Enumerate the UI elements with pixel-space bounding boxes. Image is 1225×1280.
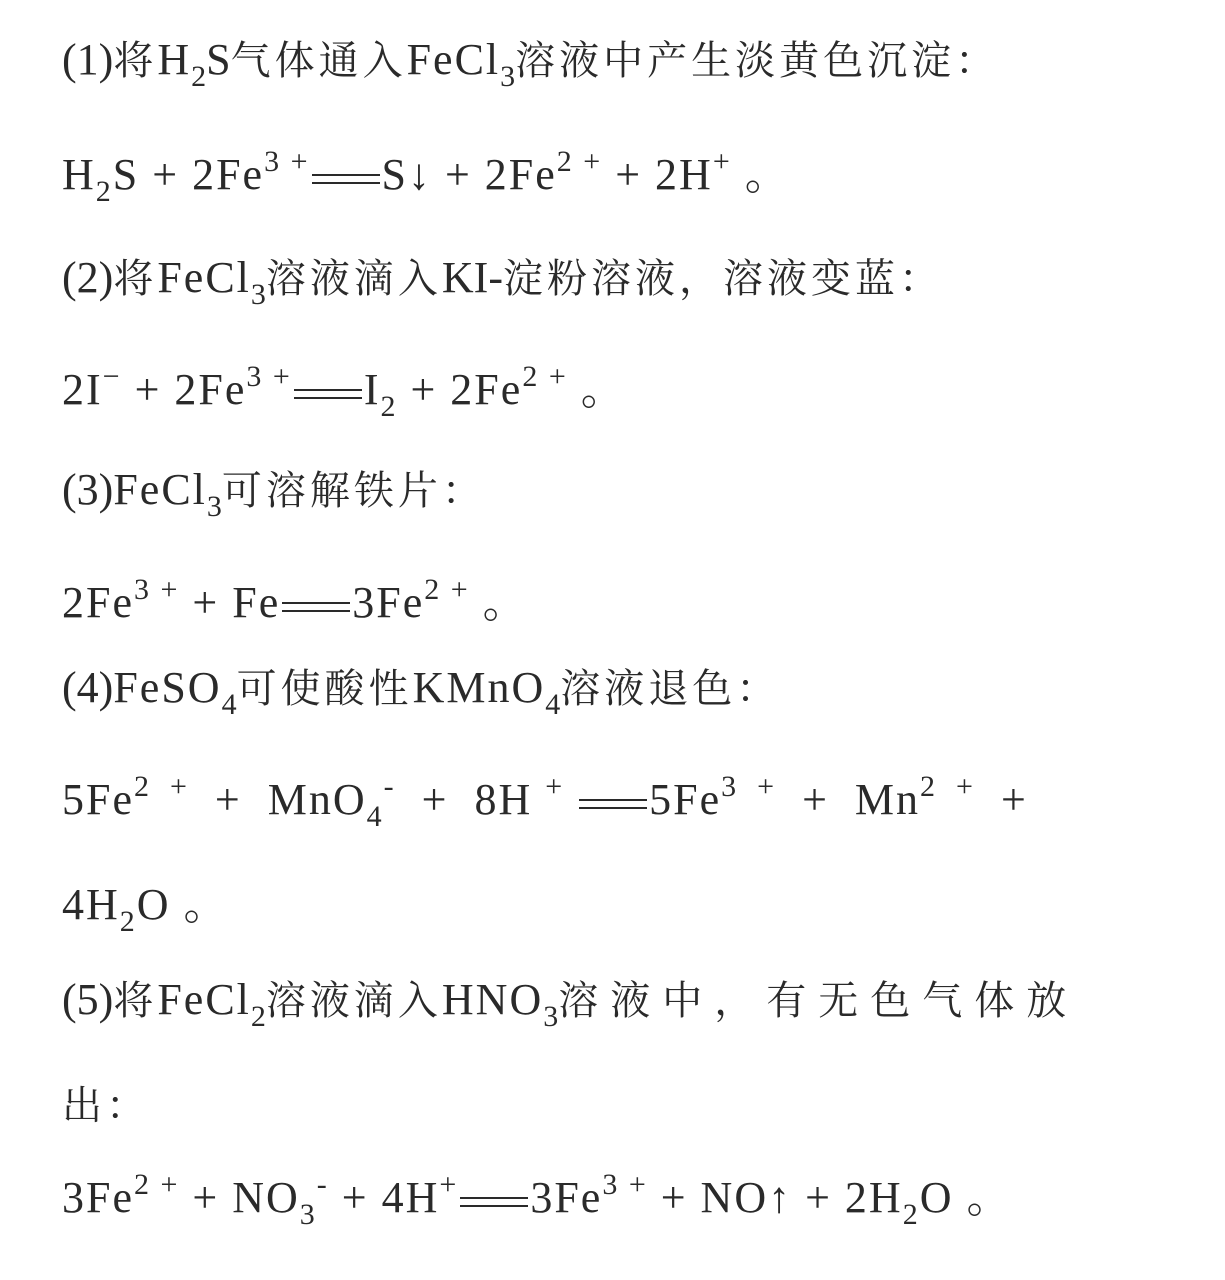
equals-sign [458, 1180, 530, 1224]
item-1-equation: $H_2S + 2Fe^{3 +}$ S↓ + $2Fe^{2 +} + 2H^+$ 。 [62, 145, 791, 208]
item-5-description: (5)将FeCl$_2$溶液滴入$HNO_3$溶液中，有无色气体放 [62, 975, 1079, 1033]
item-2-equation: $2I^- + 2Fe^{3 +}$ $I_2 + 2Fe^{2 +}$ 。 [62, 360, 627, 423]
item-4-equation-continued: $4H_2O$ 。 [62, 880, 230, 938]
equals-sign [280, 585, 352, 629]
equals-sign [577, 782, 649, 826]
item-1-description: (1)将$H_2S$气体通入FeCl$_3$溶液中产生淡黄色沉淀： [62, 35, 1000, 93]
item-3-description: (3)FeCl$_3$可溶解铁片： [62, 465, 486, 523]
item-4-description: (4)FeSO$_4$可使酸性KMnO$_4$溶液退色： [62, 663, 781, 721]
equals-sign [310, 157, 382, 201]
item-4-equation: $5Fe^{2 +} + MnO_4^- + 8H$ + $5Fe^{3 +} + Mn^{2 +}$ + [62, 770, 1028, 833]
item-2-description: (2)将FeCl$_3$溶液滴入KI-淀粉溶液，溶液变蓝： [62, 253, 943, 311]
item-3-equation: $2Fe^{3 +} + Fe$ $3Fe^{2 +}$ 。 [62, 573, 529, 627]
equals-sign [292, 372, 364, 416]
item-5-equation: $3Fe^{2 +} + NO_3^- + 4H^+$ $3Fe^{3 +}$ + NO↑ + $2H_2O$ 。 [62, 1168, 1013, 1231]
item-5-description-continued: 出： [62, 1083, 150, 1129]
